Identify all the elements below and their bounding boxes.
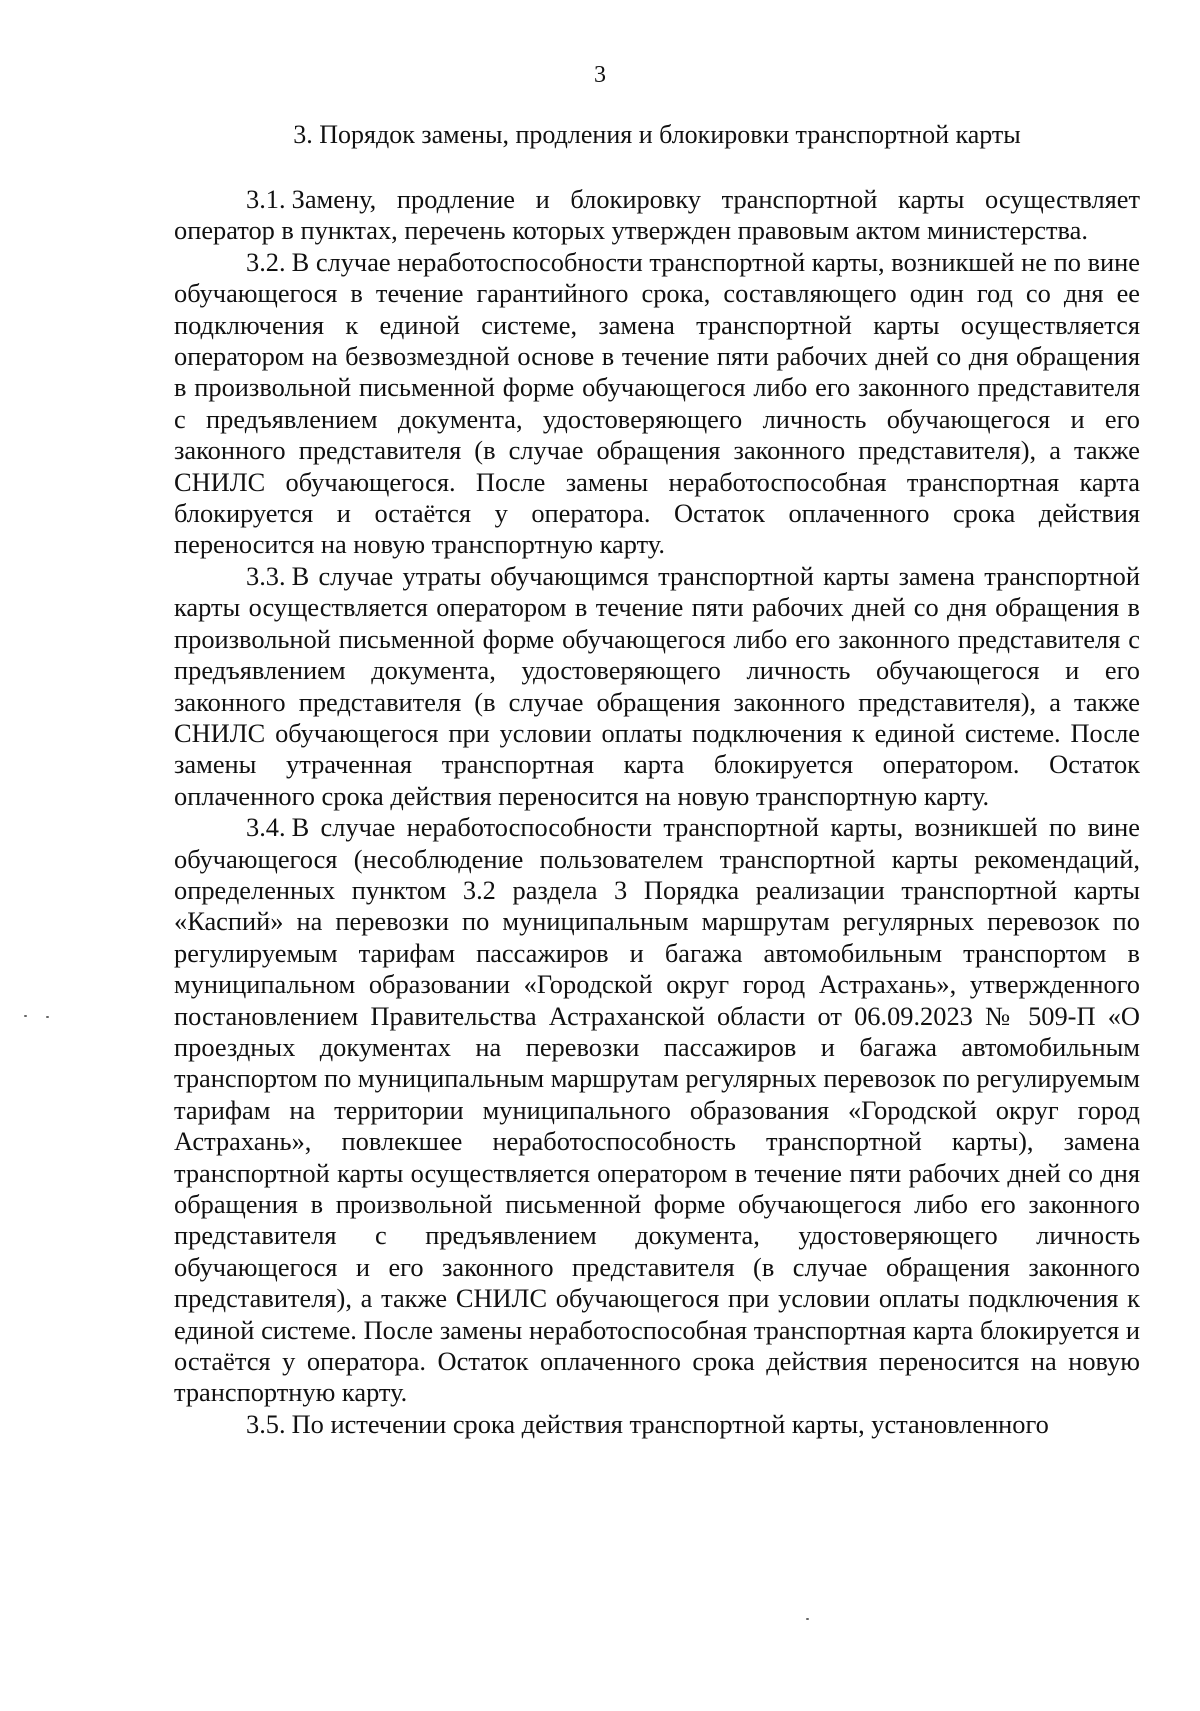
paragraph-text: В случае утраты обучающимся транспортной карты замена транспортной карты осуществляется оператором в течение пяти рабочих дней со дня обращения в произвольной письменной форме обучающегося либо его законного представителя с предъявлением документа, удостоверяющего личность обучающегося и его законного представителя (в случае обращения законного представителя), а также СНИЛС обучающегося при условии оплаты подключения к единой системе. После замены утраченная транспортная карта блокируется оператором. Остаток оплаченного срока действия переносится на новую транспортную карту. (174, 560, 1140, 811)
paragraph-text: По истечении срока действия транспортной карты, установленного (291, 1408, 1049, 1439)
paragraph-number: 3.4. (246, 812, 286, 843)
paragraph-number: 3.5. (246, 1408, 286, 1439)
paragraph-number: 3.1. (246, 184, 286, 214)
scan-speck (46, 1016, 49, 1018)
paragraph-3-4 (174, 812, 1140, 1409)
paragraph-3-2 (174, 247, 1140, 561)
section-heading: 3. Порядок замены, продления и блокировки транспортной карты (293, 120, 1021, 149)
scan-speck (806, 1618, 809, 1620)
paragraph-text: Замену, продление и блокировку транспортной карты осуществляет оператор в пунктах, перечень которых утвержден правовым актом министерства. (174, 184, 1140, 246)
scan-speck (24, 1015, 27, 1017)
section-body (174, 184, 1140, 1440)
paragraph-3-3 (174, 561, 1140, 812)
paragraph-text: В случае неработоспособности транспортной карты, возникшей по вине обучающегося (несоблюдение пользователем транспортной карты рекомендаций, определенных пунктом 3.2 раздела 3 Порядка реализации транспортной карты «Каспий» на перевозки по муниципальным маршрутам регулярных перевозок по регулируемым тарифам пассажиров и багажа автомобильным транспортом в муниципальном образовании «Городской округ город Астрахань», утвержденного постановлением Правительства Астраханской области от 06.09.2023 № 509-П «О проездных документах на перевозки пассажиров и багажа автомобильным транспортом по муниципальным маршрутам регулярных перевозок по регулируемым тарифам на территории муниципального образования «Городской округ город Астрахань», повлекшее неработоспособность транспортной карты), замена транспортной карты осуществляется оператором в течение пяти рабочих дней со дня обращения в произвольной письменной форме обучающегося либо его законного представителя с предъявлением документа, удостоверяющего личность обучающегося и его законного представителя (в случае обращения законного представителя), а также СНИЛС обучающегося при условии оплаты подключения к единой системе. После замены неработоспособная транспортная карта блокируется и остаётся у оператора. Остаток оплаченного срока действия переносится на новую транспортную карту. (174, 812, 1140, 1408)
paragraph-3-1 (174, 184, 1140, 247)
paragraph-number: 3.2. (246, 246, 286, 277)
paragraph-3-5 (174, 1409, 1140, 1440)
page-number: 3 (594, 62, 606, 88)
paragraph-number: 3.3. (246, 560, 286, 591)
paragraph-text: В случае неработоспособности транспортной карты, возникшей не по вине обучающегося в течение гарантийного срока, составляющего один год со дня ее подключения к единой системе, замена транспортной карты осуществляется оператором на безвозмездной основе в течение пяти рабочих дней со дня обращения в произвольной письменной форме обучающегося либо его законного представителя с предъявлением документа, удостоверяющего личность обучающегося и его законного представителя (в случае обращения законного представителя), а также СНИЛС обучающегося. После замены неработоспособная транспортная карта блокируется и остаётся у оператора. Остаток оплаченного срока действия переносится на новую транспортную карту. (174, 246, 1140, 560)
